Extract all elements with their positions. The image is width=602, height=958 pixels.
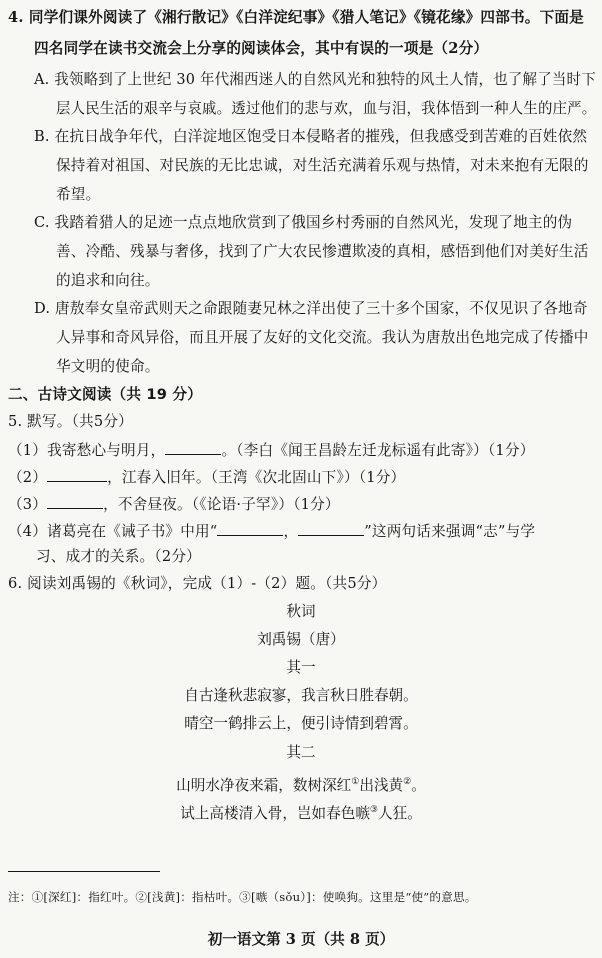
poem-part2-line1: [0, 773, 602, 795]
poem-author: 刘禹锡（唐）: [257, 631, 345, 648]
q4-option-c-line1: C. 我踏着猎人的足迹一点点地欣赏到了俄国乡村秀丽的自然风光，发现了地主的伪: [34, 214, 573, 231]
footnote-marker-1: ①: [351, 777, 360, 787]
q4-option-b-line2: 保持着对祖国、对民族的无比忠诚，对生活充满着乐观与热情，对未来抱有无限的: [56, 157, 589, 174]
q4-option-c-line3: 的追求和向往。: [56, 272, 160, 289]
q5-item4-suffix: ”这两句话来强调“志”与学: [364, 523, 536, 540]
poem-part2-line1-c: 。: [411, 776, 426, 794]
q6-stem: 6. 阅读刘禹锡的《秋词》，完成（1）-（2）题。（共5分）: [8, 575, 387, 592]
footnote: 注：①[深红]：指红叶。②[浅黄]：指枯叶。③[嗾（sǒu）]：使唤狗。这里是“使”的意思。: [8, 890, 477, 904]
poem-part2-line1-b: 出浅黄: [359, 776, 404, 794]
q5-item4: [8, 521, 535, 541]
q5-item1-prefix: （1）我寄愁心与明月，: [8, 442, 166, 459]
q4-option-b-line3: 希望。: [56, 186, 101, 203]
q5-title: 5. 默写。（共5分）: [8, 413, 133, 430]
q4-option-a-line2: 层人民生活的艰辛与哀戚。透过他们的悲与欢，血与泪，我体悟到一种人生的庄严。: [56, 100, 597, 117]
q4-option-d-line1: D. 唐敖奉女皇帝武则天之命跟随妻兄林之洋出使了三十多个国家，不仅见识了各地奇: [34, 300, 588, 317]
footnote-marker-2: ②: [403, 777, 412, 787]
q5-item3-blank[interactable]: [47, 494, 103, 509]
q4-option-c-line2: 善、冷酷、残暴与奢侈，找到了广大农民惨遭欺凌的真相，感悟到他们对美好生活: [56, 243, 589, 260]
q5-item3-suffix: ，不舍昼夜。（《论语·子罕》）（1分）: [103, 496, 340, 513]
q5-item4-blank1[interactable]: [217, 521, 283, 536]
poem-part2-line2: [0, 801, 602, 823]
q5-item2: [8, 467, 405, 487]
q5-item1-suffix: 。（李白《闻王昌龄左迁龙标遥有此寄》）（1分）: [221, 442, 535, 459]
q5-item2-prefix: （2）: [8, 469, 48, 486]
poem-part1-line1: 自古逢秋悲寂寥，我言秋日胜春朝。: [184, 687, 418, 704]
page-footer: 初一语文第 3 页（共 8 页）: [207, 931, 395, 948]
footnote-marker-3: ③: [369, 805, 378, 815]
q4-option-a-line1: A. 我领略到了上世纪 30 年代湘西迷人的自然风光和独特的风土人情，也了解了当时下: [34, 71, 596, 88]
poem-part2-label: 其二: [286, 744, 316, 761]
poem-part2-line1-a: 山明水净夜来霜，数树深红: [176, 776, 352, 794]
poem-part2-line2-b: 人狂。: [378, 804, 422, 822]
section-2-title: 二、古诗文阅读（共 19 分）: [8, 386, 203, 403]
q5-item3-prefix: （3）: [8, 496, 48, 513]
poem-part1-line2: 晴空一鹤排云上，便引诗情到碧霄。: [184, 715, 418, 732]
q4-option-d-line3: 华文明的使命。: [56, 358, 160, 375]
q4-stem-line2: 四名同学在读书交流会上分享的阅读体会，其中有误的一项是（2分）: [34, 40, 489, 57]
q5-item4-comma: ，: [283, 523, 299, 540]
q5-item3: [8, 494, 340, 514]
poem-title: 秋词: [286, 603, 316, 620]
footnote-divider: [8, 871, 160, 872]
q4-option-b-line1: B. 在抗日战争年代，白洋淀地区饱受日本侵略者的摧残，但我感受到苦难的百姓依然: [34, 128, 588, 145]
q4-option-d-line2: 人异事和奇风异俗，而且开展了友好的文化交流。我认为唐敖出色地完成了传播中: [56, 329, 589, 346]
q5-item2-blank[interactable]: [47, 467, 107, 482]
q5-item4-prefix: （4）诸葛亮在《诫子书》中用“: [8, 523, 218, 540]
q4-stem-line1: 4. 同学们课外阅读了《湘行散记》《白洋淀纪事》《猎人笔记》《镜花缘》四部书。下面是: [8, 9, 584, 26]
q5-item4-blank2[interactable]: [298, 521, 364, 536]
poem-part2-line2-a: 试上高楼清入骨，岂如春色嗾: [180, 804, 370, 822]
q5-item4-line2: 习、成才的关系。（2分）: [36, 548, 201, 565]
q5-item1-blank[interactable]: [165, 440, 221, 455]
q5-item1: [8, 440, 535, 460]
q5-item2-suffix: ，江春入旧年。（王湾《次北固山下》）（1分）: [107, 469, 406, 486]
poem-part1-label: 其一: [286, 659, 316, 676]
